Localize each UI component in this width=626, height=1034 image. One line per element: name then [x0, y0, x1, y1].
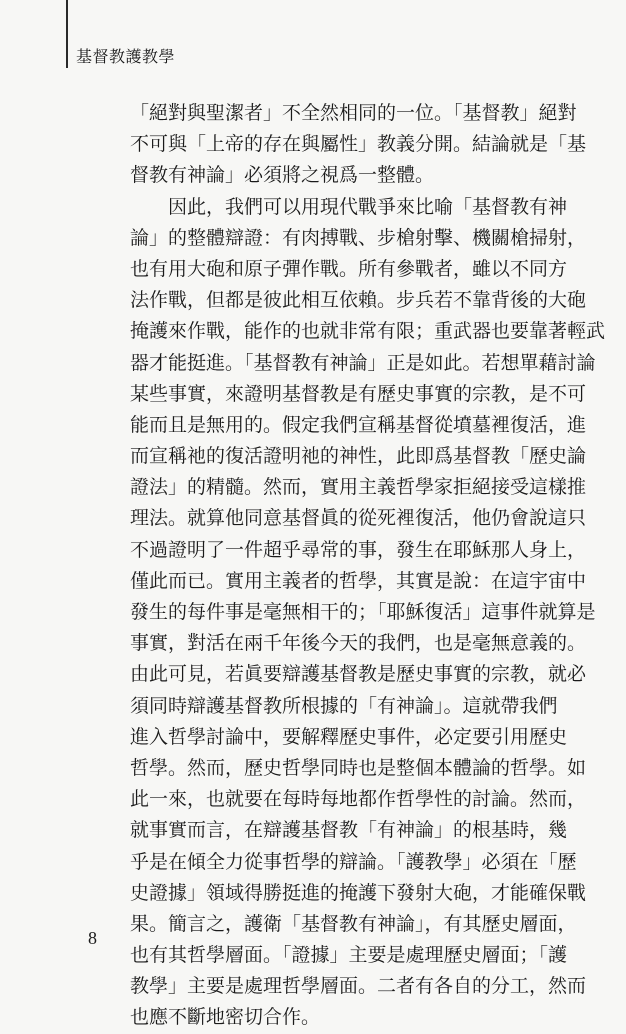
text-line: 進入哲學討論中，要解釋歷史事件，必定要引用歷史 [130, 725, 568, 748]
text-line: 「絕對與聖潔者」不全然相同的一位。「基督教」絕對 [130, 102, 577, 124]
text-line: 教學」主要是處理哲學層面。二者有各自的分工，然而 [130, 975, 587, 998]
paragraph-start-line: 因此，我們可以用現代戰爭來比喻「基督教有神 [168, 195, 568, 218]
text-line: 而宣稱祂的復活證明祂的神性，此即爲基督教「歷史論 [130, 445, 587, 468]
text-line: 督教有神論」必須將之視爲一整體。 [130, 164, 435, 187]
text-line: 果。簡言之，護衛「基督教有神論」，有其歷史層面， [130, 912, 577, 935]
text-line: 僅此而已。實用主義者的哲學，其實是說：在這宇宙中 [130, 569, 587, 592]
text-line: 也有其哲學層面。「證據」主要是處理歷史層面；「護 [130, 944, 568, 967]
text-line: 能而且是無用的。假定我們宣稱基督從墳墓裡復活，進 [130, 413, 587, 436]
text-line: 不可與「上帝的存在與屬性」教義分開。結論就是「基 [130, 133, 587, 156]
text-line: 也有用大砲和原子彈作戰。所有參戰者，雖以不同方 [130, 257, 568, 280]
text-line: 此一來，也就要在每時每地都作哲學性的討論。然而， [130, 788, 587, 811]
text-line: 不過證明了一件超乎尋常的事，發生在耶穌那人身上， [130, 538, 587, 561]
text-line: 法作戰，但都是彼此相互依賴。步兵若不靠背後的大砲 [130, 289, 587, 312]
text-line: 也應不斷地密切合作。 [130, 1006, 321, 1029]
text-line: 掩護來作戰，能作的也就非常有限；重武器也要靠著輕武 [130, 320, 606, 343]
text-line: 史證據」領域得勝挺進的掩護下發射大砲，才能確保戰 [130, 881, 587, 904]
text-line: 發生的每件事是毫無相干的；「耶穌復活」這事件就算是 [130, 601, 596, 623]
text-line: 就事實而言，在辯護基督教「有神論」的根基時，幾 [130, 819, 568, 842]
text-line: 事實，對活在兩千年後今天的我們，也是毫無意義的。 [130, 632, 587, 655]
text-line: 乎是在傾全力從事哲學的辯論。「護教學」必須在「歷 [130, 850, 577, 873]
text-line: 某些事實，來證明基督教是有歷史事實的宗教，是不可 [130, 382, 587, 405]
text-line: 由此可見，若眞要辯護基督教是歷史事實的宗教，就必 [130, 663, 587, 686]
header-rule [66, 0, 68, 68]
text-line: 證法」的精髓。然而，實用主義哲學家拒絕接受這樣推 [130, 476, 587, 499]
running-header: 基督教護教學 [76, 47, 176, 66]
page-number: 8 [88, 928, 97, 948]
text-line: 理法。就算他同意基督眞的從死裡復活，他仍會說這只 [130, 507, 587, 530]
body-text [130, 98, 606, 1034]
text-line: 器才能挺進。「基督教有神論」正是如此。若想單藉討論 [130, 351, 596, 374]
text-line: 哲學。然而，歷史哲學同時也是整個本體論的哲學。如 [130, 756, 587, 779]
text-line: 論」的整體辯證：有肉搏戰、步槍射擊、機關槍掃射， [130, 226, 587, 249]
text-line: 須同時辯護基督教所根據的「有神論」。這就帶我們 [130, 694, 558, 717]
